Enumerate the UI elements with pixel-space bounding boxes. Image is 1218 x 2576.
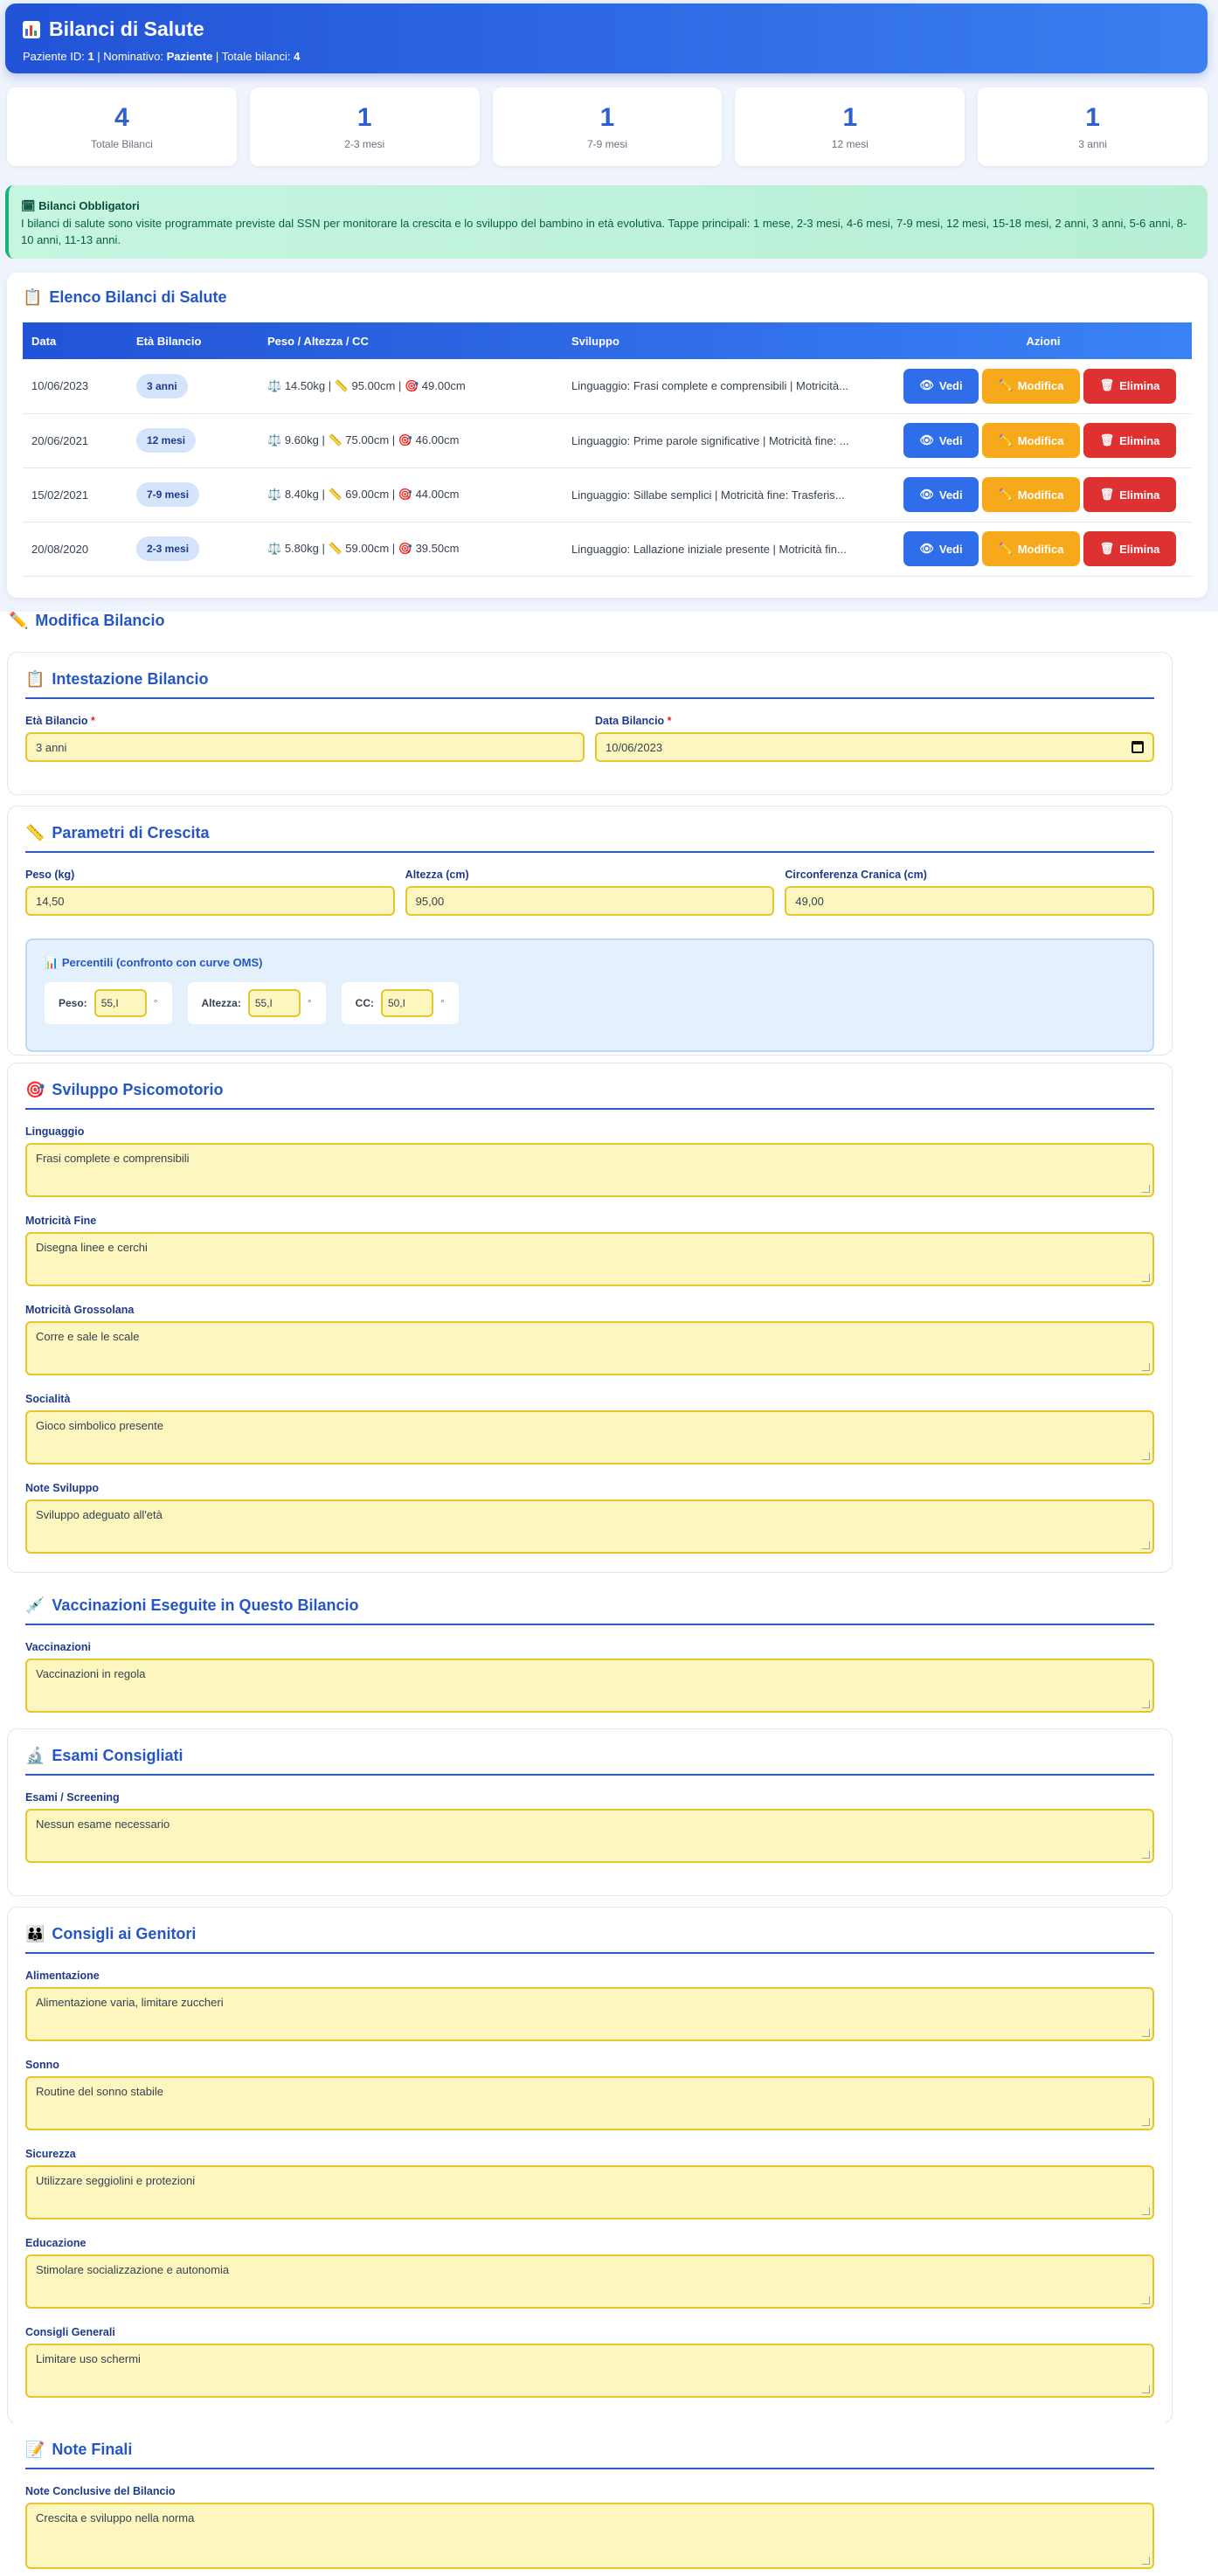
edit-button-label: Modifica — [1017, 542, 1064, 556]
row-cc: 46.00cm — [415, 433, 460, 447]
delete-button-label: Elimina — [1119, 379, 1160, 393]
age-input[interactable]: 3 anni — [25, 732, 585, 762]
field-textarea[interactable]: Stimolare socializzazione e autonomia — [25, 2254, 1154, 2309]
stats-row — [7, 87, 1208, 166]
trash-icon: 🗑 — [1099, 379, 1115, 393]
table-row — [23, 359, 1192, 413]
stat-value: 1 — [842, 103, 858, 132]
memo-icon: 📝 — [25, 2441, 45, 2459]
weight-icon: ⚖️ — [267, 543, 282, 556]
row-measures: ⚖️ 14.50kg | 📏 95.00cm | 🎯 49.00cm — [259, 359, 563, 413]
weight-icon: ⚖️ — [267, 488, 282, 502]
total-label: Totale bilanci: — [221, 50, 291, 63]
stat-label: Totale Bilanci — [91, 138, 153, 150]
pencil-icon: ✏️ — [998, 433, 1013, 447]
patient-info: Paziente ID: 1 | Nominativo: Paziente | Totale bilanci: 4 — [23, 50, 301, 63]
target-icon: 🎯 — [398, 543, 412, 556]
row-measures: ⚖️ 9.60kg | 📏 75.00cm | 🎯 46.00cm — [259, 413, 563, 467]
weight-icon: ⚖️ — [267, 379, 282, 393]
calendar-icon: 🗓 — [21, 200, 36, 213]
age-label: Età Bilancio — [25, 715, 88, 727]
field-group — [25, 1393, 1154, 1465]
row-development — [563, 413, 895, 467]
pencil-icon: ✏️ — [9, 612, 29, 630]
column-header: Sviluppo — [571, 334, 619, 348]
notes-textarea[interactable]: Crescita e sviluppo nella norma — [25, 2503, 1154, 2569]
eye-icon: 👁 — [919, 433, 934, 447]
panel-title-text: Intestazione Bilancio — [52, 670, 209, 688]
calendar-picker-icon[interactable] — [1131, 741, 1144, 753]
target-icon: 🎯 — [398, 488, 412, 502]
panel-title-text: Note Finali — [52, 2441, 133, 2458]
field-textarea[interactable]: Sviluppo adeguato all'età — [25, 1499, 1154, 1554]
row-cc: 39.50cm — [415, 542, 460, 555]
edit-button-label: Modifica — [1017, 488, 1064, 502]
edit-button-label: Modifica — [1017, 379, 1064, 393]
column-header: Peso / Altezza / CC — [267, 334, 369, 348]
panel-title-text: Vaccinazioni Eseguite in Questo Bilancio — [52, 1596, 359, 1614]
row-actions — [895, 467, 1192, 522]
field-label: Data Bilancio * — [595, 715, 672, 727]
row-age — [128, 522, 259, 576]
ruler-icon: 📏 — [328, 488, 343, 502]
target-icon: 🎯 — [398, 434, 412, 447]
column-header: Età Bilancio — [136, 334, 202, 348]
field-label: Socialità — [25, 1393, 71, 1405]
weight-input[interactable]: 14,50 — [25, 886, 395, 916]
row-weight: 5.80kg — [284, 542, 319, 555]
panel-title — [25, 1925, 1154, 1954]
edit-button[interactable] — [982, 369, 1080, 404]
panel-sviluppo — [7, 1063, 1173, 1573]
notes-label: Note Conclusive del Bilancio — [25, 2485, 176, 2497]
field-group — [25, 1970, 1154, 2041]
field-label: Sicurezza — [25, 2148, 76, 2160]
chart-icon: 📊 — [45, 957, 59, 970]
percentile-title-text: Percentili (confronto con curve OMS) — [61, 956, 263, 969]
field-label: Età Bilancio * — [25, 715, 95, 727]
pencil-icon: ✏️ — [998, 488, 1013, 502]
percentile-cc-label: CC: — [355, 997, 374, 1009]
delete-button-label: Elimina — [1119, 488, 1160, 502]
field-textarea[interactable]: Gioco simbolico presente — [25, 1410, 1154, 1465]
percentile-weight-label: Peso: — [59, 997, 87, 1009]
exams-textarea[interactable]: Nessun esame necessario — [25, 1809, 1154, 1863]
stat-label: 3 anni — [1078, 138, 1107, 150]
age-badge: 7-9 mesi — [136, 482, 199, 507]
field-label: Note Sviluppo — [25, 1482, 100, 1494]
notice-title-text: Bilanci Obbligatori — [38, 199, 140, 212]
height-label: Altezza (cm) — [405, 869, 469, 881]
row-age — [128, 413, 259, 467]
age-badge: 12 mesi — [136, 428, 196, 453]
patient-name: Paziente — [166, 50, 213, 63]
panel-crescita — [7, 806, 1173, 1056]
edit-button[interactable] — [982, 477, 1080, 512]
row-weight: 8.40kg — [284, 488, 319, 501]
percentile-weight-input[interactable]: 55,I — [94, 989, 147, 1017]
row-age — [128, 359, 259, 413]
delete-button[interactable] — [1083, 369, 1176, 404]
edit-button-label: Modifica — [1017, 433, 1064, 447]
panel-title — [25, 670, 1154, 699]
age-badge: 2-3 mesi — [136, 537, 199, 561]
date-input[interactable] — [595, 732, 1154, 762]
ruler-icon: 📏 — [328, 543, 343, 556]
field-label: Consigli Generali — [25, 2326, 115, 2338]
age-badge: 3 anni — [136, 374, 188, 398]
vaccinations-textarea[interactable]: Vaccinazioni in regola — [25, 1658, 1154, 1713]
row-height: 59.00cm — [345, 542, 390, 555]
stat-label: 7-9 mesi — [586, 138, 627, 150]
panel-title-text: Sviluppo Psicomotorio — [52, 1081, 224, 1098]
view-button[interactable] — [903, 531, 979, 566]
percentile-unit: ° — [439, 997, 445, 1009]
row-actions — [895, 413, 1192, 467]
vaccinations-label: Vaccinazioni — [25, 1641, 92, 1653]
row-cc: 49.00cm — [421, 378, 466, 392]
panel-title — [25, 1596, 1154, 1625]
stat-value: 1 — [599, 103, 615, 132]
ruler-icon: 📏 — [25, 824, 45, 842]
stat-value: 4 — [114, 103, 129, 132]
row-measures: ⚖️ 8.40kg | 📏 69.00cm | 🎯 44.00cm — [259, 467, 563, 522]
panel-title-text: Parametri di Crescita — [52, 824, 210, 841]
list-card — [7, 273, 1208, 598]
stat-label: 12 mesi — [831, 138, 869, 150]
view-button-label: Vedi — [938, 542, 963, 556]
notice-title — [21, 197, 1195, 215]
field-textarea[interactable]: Alimentazione varia, limitare zuccheri — [25, 1987, 1154, 2041]
page-header — [5, 3, 1208, 73]
view-button[interactable] — [903, 477, 979, 512]
field-textarea[interactable]: Routine del sonno stabile — [25, 2076, 1154, 2130]
delete-button[interactable] — [1083, 423, 1176, 458]
view-button[interactable] — [903, 423, 979, 458]
field-label: Educazione — [25, 2237, 87, 2249]
list-title — [23, 288, 1192, 307]
percentile-unit: ° — [153, 997, 158, 1009]
table-row — [23, 467, 1192, 522]
table-row — [23, 413, 1192, 467]
row-actions — [895, 522, 1192, 576]
clipboard-icon: 📋 — [23, 288, 43, 307]
stat-card — [735, 87, 965, 166]
field-group — [25, 1482, 1154, 1554]
view-button[interactable] — [903, 369, 979, 404]
edit-section-title — [9, 612, 164, 630]
pencil-icon: ✏️ — [998, 542, 1013, 556]
field-label: Motricità Grossolana — [25, 1304, 135, 1316]
eye-icon: 👁 — [919, 488, 934, 502]
date-value: 10/06/2023 — [606, 740, 663, 754]
row-weight: 14.50kg — [284, 378, 326, 392]
row-development — [563, 359, 895, 413]
total-value: 4 — [294, 50, 301, 63]
panel-consigli — [7, 1907, 1173, 2424]
height-input[interactable]: 95,00 — [405, 886, 775, 916]
percentile-box — [25, 938, 1154, 1052]
target-icon: 🎯 — [404, 379, 419, 393]
date-label: Data Bilancio — [595, 715, 665, 727]
field-textarea[interactable]: Frasi complete e comprensibili — [25, 1143, 1154, 1197]
trash-icon: 🗑 — [1099, 433, 1115, 447]
percentile-height — [188, 982, 326, 1024]
panel-vaccinazioni — [7, 1578, 1173, 1723]
field-group — [25, 2148, 1154, 2219]
row-measures: ⚖️ 5.80kg | 📏 59.00cm | 🎯 39.50cm — [259, 522, 563, 576]
patient-id-label: Paziente ID: — [23, 50, 85, 63]
row-date: 20/08/2020 — [23, 522, 128, 576]
page-title-text: Bilanci di Salute — [49, 17, 204, 40]
field-group — [25, 1215, 1154, 1286]
delete-button[interactable] — [1083, 531, 1176, 566]
field-group — [25, 2326, 1154, 2398]
syringe-icon: 💉 — [25, 1596, 45, 1615]
table-header-row — [23, 322, 1192, 359]
percentile-weight — [45, 982, 172, 1024]
row-development-text: Linguaggio: Sillabe semplici | Motricità fine: Trasferis... — [571, 488, 845, 502]
view-button-label: Vedi — [938, 488, 963, 502]
stat-card — [493, 87, 723, 166]
edit-button[interactable] — [982, 531, 1080, 566]
column-header: Azioni — [1026, 334, 1061, 348]
patient-id: 1 — [87, 50, 94, 63]
row-development — [563, 467, 895, 522]
edit-button[interactable] — [982, 423, 1080, 458]
stat-card — [7, 87, 237, 166]
clipboard-icon: 📋 — [25, 670, 45, 689]
delete-button-label: Elimina — [1119, 433, 1160, 447]
view-button-label: Vedi — [938, 433, 963, 447]
percentile-height-input[interactable]: 55,I — [248, 989, 301, 1017]
row-weight: 9.60kg — [284, 433, 319, 447]
panel-title-text: Consigli ai Genitori — [52, 1925, 197, 1942]
panel-title — [25, 1081, 1154, 1110]
column-header: Data — [31, 334, 57, 348]
panel-note — [7, 2422, 1173, 2576]
ruler-icon: 📏 — [328, 434, 343, 447]
trash-icon: 🗑 — [1099, 542, 1115, 556]
field-label: Motricità Fine — [25, 1215, 97, 1227]
field-group — [25, 1304, 1154, 1375]
row-actions — [895, 359, 1192, 413]
trash-icon: 🗑 — [1099, 488, 1115, 502]
delete-button-label: Elimina — [1119, 542, 1160, 556]
table-row — [23, 522, 1192, 576]
stat-card — [978, 87, 1208, 166]
list-title-text: Elenco Bilanci di Salute — [49, 288, 227, 306]
field-label: Sonno — [25, 2059, 59, 2071]
row-development-text: Linguaggio: Lallazione iniziale presente | Motricità fin... — [571, 542, 847, 556]
stat-value: 1 — [1085, 103, 1100, 132]
row-height: 69.00cm — [345, 488, 390, 501]
patient-name-label: Nominativo: — [103, 50, 163, 63]
cc-input[interactable]: 49,00 — [785, 886, 1154, 916]
row-development-text: Linguaggio: Prime parole significative | Motricità fine: ... — [571, 433, 849, 447]
panel-title-text: Esami Consigliati — [52, 1747, 183, 1764]
percentile-cc-input[interactable]: 50,I — [381, 989, 433, 1017]
view-button-label: Vedi — [938, 379, 963, 393]
edit-title-text: Modifica Bilancio — [35, 612, 165, 629]
row-development — [563, 522, 895, 576]
field-textarea[interactable]: Utilizzare seggiolini e protezioni — [25, 2165, 1154, 2219]
row-height: 75.00cm — [345, 433, 390, 447]
panel-title — [25, 1747, 1154, 1776]
target-icon: 🎯 — [25, 1081, 45, 1099]
row-date: 15/02/2021 — [23, 467, 128, 522]
checkups-table — [23, 322, 1192, 577]
field-label: Alimentazione — [25, 1970, 100, 1982]
pencil-icon: ✏️ — [998, 379, 1013, 393]
panel-title — [25, 2441, 1154, 2469]
stat-label: 2-3 mesi — [344, 138, 385, 150]
family-icon: 👪 — [25, 1925, 45, 1943]
weight-icon: ⚖️ — [267, 434, 282, 447]
microscope-icon: 🔬 — [25, 1747, 45, 1765]
chart-icon — [23, 21, 40, 38]
row-age — [128, 467, 259, 522]
field-textarea[interactable]: Limitare uso schermi — [25, 2344, 1154, 2398]
eye-icon: 👁 — [919, 379, 934, 393]
panel-title — [25, 824, 1154, 853]
field-group — [25, 2237, 1154, 2309]
delete-button[interactable] — [1083, 477, 1176, 512]
cc-label: Circonferenza Cranica (cm) — [785, 869, 927, 881]
row-development-text: Linguaggio: Frasi complete e comprensibili | Motricità... — [571, 379, 848, 393]
row-cc: 44.00cm — [415, 488, 460, 501]
field-label: Linguaggio — [25, 1125, 85, 1138]
percentile-unit: ° — [307, 997, 312, 1009]
field-textarea[interactable]: Disegna linee e cerchi — [25, 1232, 1154, 1286]
panel-esami — [7, 1728, 1173, 1896]
eye-icon: 👁 — [919, 542, 934, 556]
ruler-icon: 📏 — [334, 379, 349, 393]
stat-card — [250, 87, 480, 166]
weight-label: Peso (kg) — [25, 869, 75, 881]
mandatory-notice — [5, 185, 1208, 259]
percentile-height-label: Altezza: — [201, 997, 241, 1009]
row-date: 20/06/2021 — [23, 413, 128, 467]
field-group — [25, 1125, 1154, 1197]
percentile-title — [45, 956, 1135, 970]
row-height: 95.00cm — [351, 378, 396, 392]
row-date: 10/06/2023 — [23, 359, 128, 413]
notice-text: I bilanci di salute sono visite programmate previste dal SSN per monitorare la crescita e lo sviluppo del bambino in età evolutiva. Tappe principali: 1 mese, 2-3 mesi, 4-6 mesi, 7-9 mesi, 12 mesi, 15-18 mesi, 2 anni, 3 anni, 5-6 anni, 8-10 anni, 11-13 anni. — [21, 217, 1187, 246]
exams-label: Esami / Screening — [25, 1791, 120, 1804]
field-group — [25, 2059, 1154, 2130]
page-title — [23, 17, 1190, 41]
panel-intestazione — [7, 652, 1173, 795]
field-textarea[interactable]: Corre e sale le scale — [25, 1321, 1154, 1375]
stat-value: 1 — [356, 103, 372, 132]
percentile-cc — [342, 982, 459, 1024]
